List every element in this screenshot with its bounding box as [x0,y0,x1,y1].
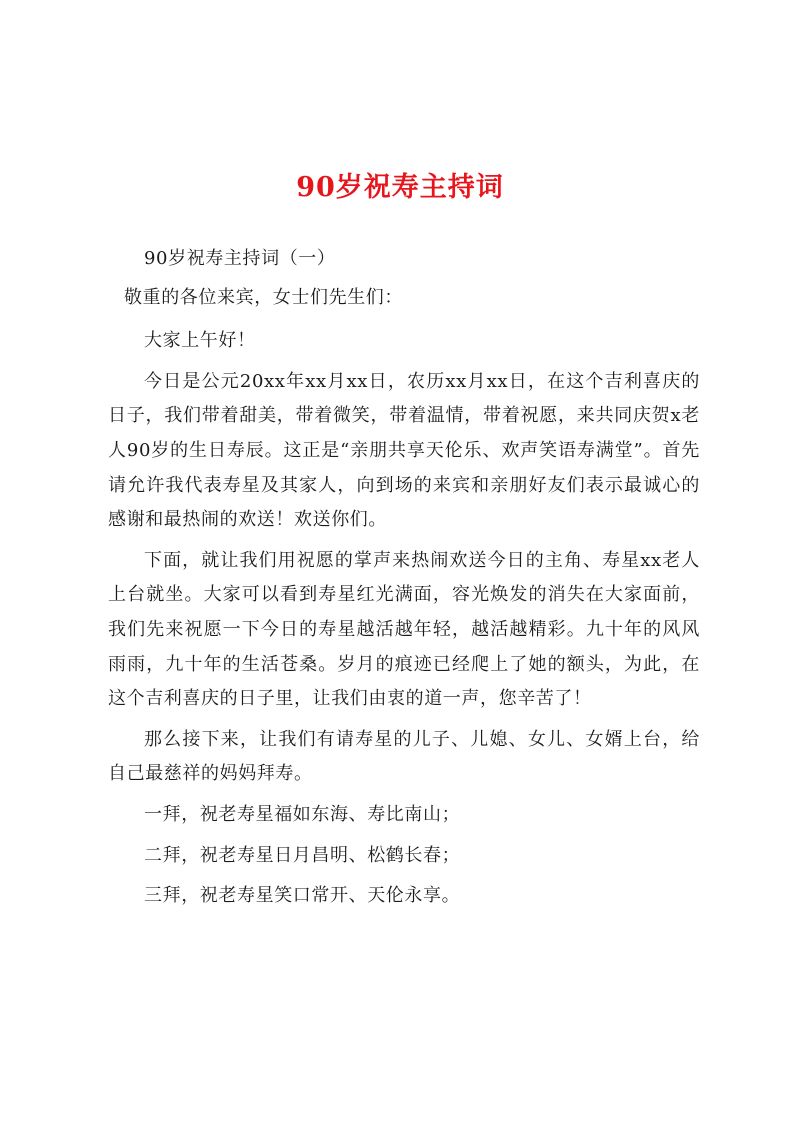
document-body [108,242,700,914]
salutation-paragraph: 敬重的各位来宾，女士们先生们： [124,286,403,308]
first-bow-paragraph: 一拜，祝老寿星福如东海、寿比南山； [144,803,461,825]
document-title: 90岁祝寿主持词 [296,172,504,203]
opening-paragraph: 今日是公元20xx年xx月xx日，农历xx月xx日，在这个吉利喜庆的日子，我们带着甜美，带着微笑，带着温情，带着祝愿，来共同庆贺x老人90岁的生日寿辰。这正是“亲朋共享天伦乐、欢声笑语寿满堂”。首先请允许我代表寿星及其家人，向到场的来宾和亲朋好友们表示最诚心的感谢和最热闹的欢送！欢送你们。 [108,370,700,531]
section-heading: 90岁祝寿主持词（一） [144,248,336,269]
welcome-paragraph: 下面，就让我们用祝愿的掌声来热闹欢送今日的主角、寿星xx老人上台就坐。大家可以看到寿星红光满面，容光焕发的消失在大家面前，我们先来祝愿一下今日的寿星越活越年轻，越活越精彩。九十年的风风雨雨，九十年的生活苍桑。岁月的痕迹已经爬上了她的额头，为此，在这个吉利喜庆的日子里，让我们由衷的道一声，您辛苦了！ [108,549,700,710]
third-bow-paragraph: 三拜，祝老寿星笑口常开、天伦永享。 [144,885,461,907]
birthday-bow-intro-paragraph: 那么接下来，让我们有请寿星的儿子、儿媳、女儿、女婿上台，给自己最慈祥的妈妈拜寿。 [108,728,700,785]
greeting-paragraph: 大家上午好！ [144,330,256,352]
second-bow-paragraph: 二拜，祝老寿星日月昌明、松鹤长春； [144,844,461,866]
